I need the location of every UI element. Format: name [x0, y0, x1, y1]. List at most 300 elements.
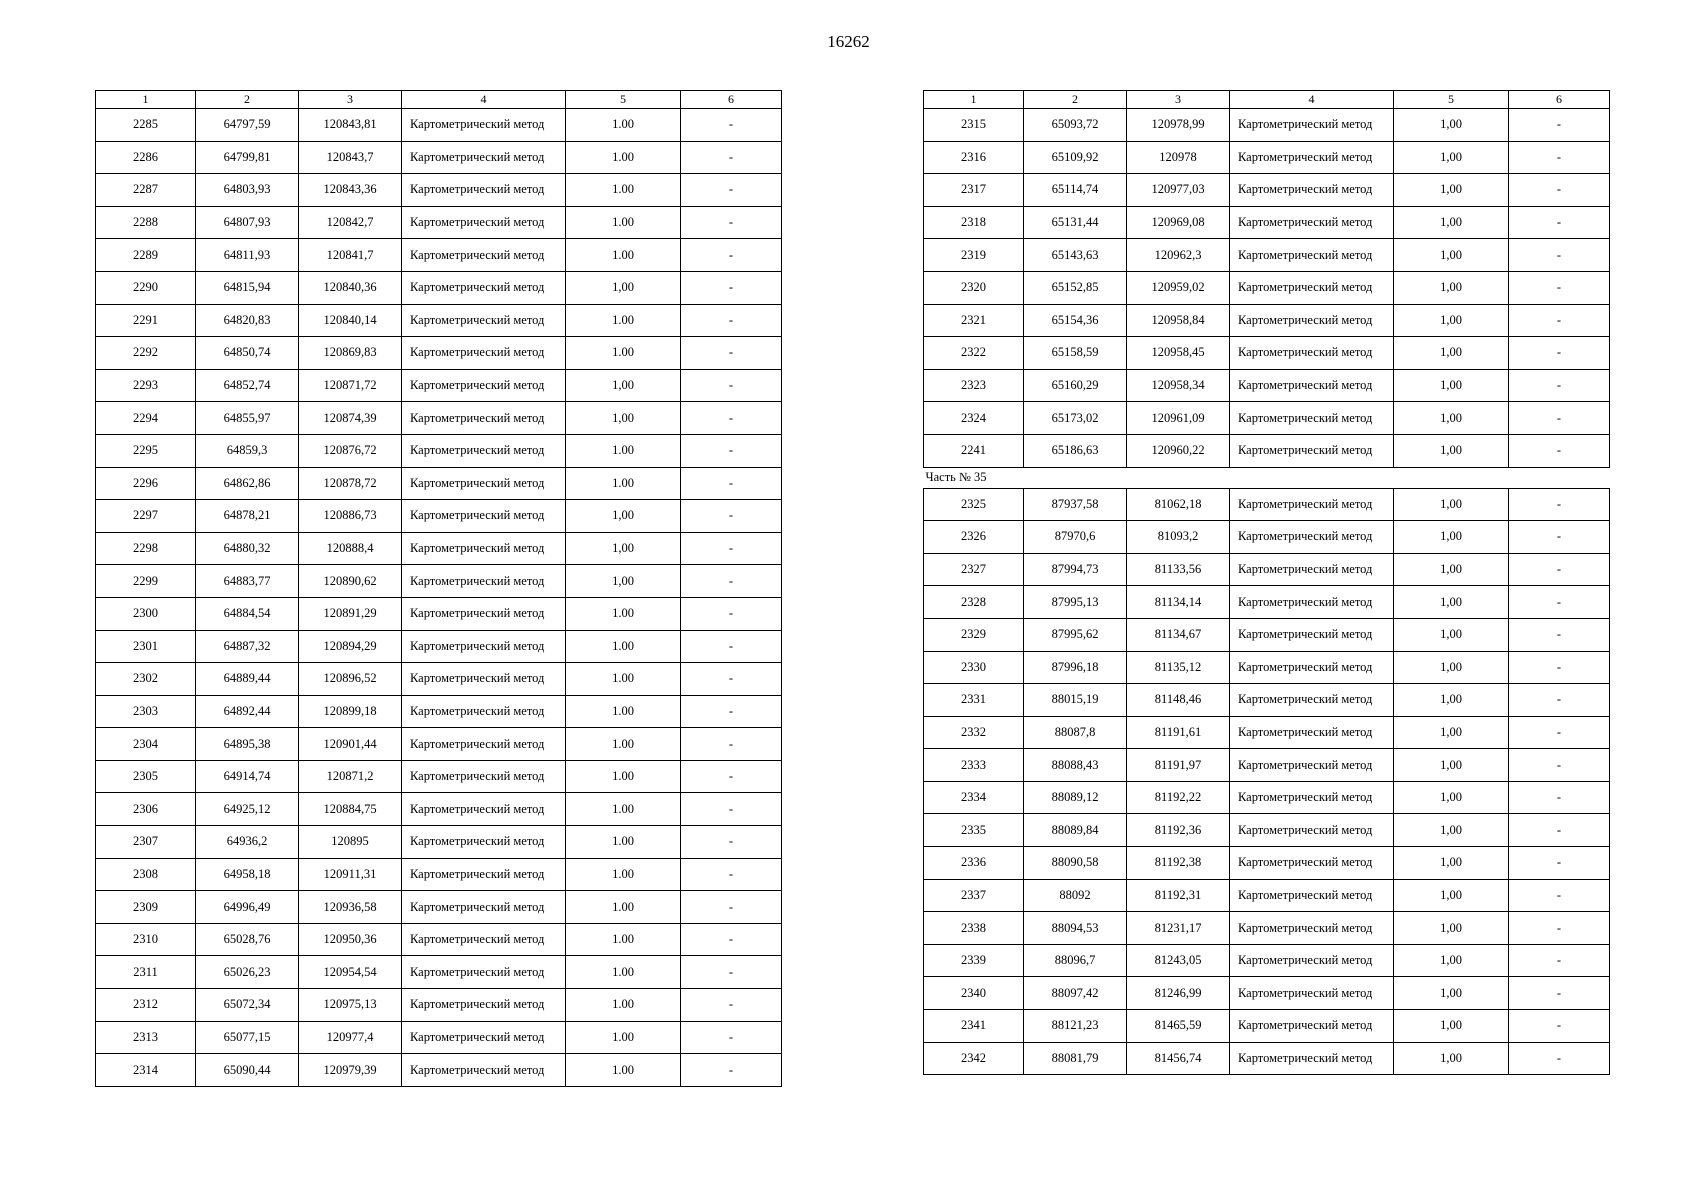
accuracy-cell: 1,00	[1394, 847, 1509, 880]
x-coordinate-cell: 64884,54	[196, 597, 299, 630]
point-number-cell: 2287	[96, 174, 196, 207]
accuracy-cell: 1.00	[566, 304, 681, 337]
method-cell: Картометрический метод	[402, 1021, 566, 1054]
method-cell: Картометрический метод	[1230, 944, 1394, 977]
point-number-cell: 2337	[924, 879, 1024, 912]
table-row	[96, 304, 782, 337]
method-cell: Картометрический метод	[402, 760, 566, 793]
method-cell: Картометрический метод	[1230, 553, 1394, 586]
description-cell: -	[681, 858, 782, 891]
point-number-cell: 2342	[924, 1042, 1024, 1075]
x-coordinate-cell: 64887,32	[196, 630, 299, 663]
point-number-cell: 2298	[96, 532, 196, 565]
table-row	[96, 989, 782, 1022]
method-cell: Картометрический метод	[1230, 847, 1394, 880]
table-row	[924, 206, 1610, 239]
x-coordinate-cell: 65114,74	[1024, 174, 1127, 207]
y-coordinate-cell: 120979,39	[299, 1054, 402, 1087]
point-number-cell: 2328	[924, 586, 1024, 619]
accuracy-cell: 1.00	[566, 826, 681, 859]
method-cell: Картометрический метод	[402, 532, 566, 565]
y-coordinate-cell: 120978,99	[1127, 109, 1230, 142]
x-coordinate-cell: 65093,72	[1024, 109, 1127, 142]
method-cell: Картометрический метод	[402, 434, 566, 467]
accuracy-cell: 1,00	[1394, 271, 1509, 304]
description-cell: -	[681, 141, 782, 174]
column-header-4: 4	[402, 91, 566, 109]
description-cell: -	[681, 793, 782, 826]
description-cell: -	[681, 109, 782, 142]
method-cell: Картометрический метод	[1230, 749, 1394, 782]
description-cell: -	[681, 728, 782, 761]
description-cell: -	[681, 760, 782, 793]
x-coordinate-cell: 64799,81	[196, 141, 299, 174]
accuracy-cell: 1,00	[566, 565, 681, 598]
x-coordinate-cell: 88015,19	[1024, 684, 1127, 717]
y-coordinate-cell: 81465,59	[1127, 1010, 1230, 1043]
point-number-cell: 2295	[96, 434, 196, 467]
y-coordinate-cell: 120891,29	[299, 597, 402, 630]
x-coordinate-cell: 87970,6	[1024, 521, 1127, 554]
method-cell: Картометрический метод	[1230, 434, 1394, 467]
method-cell: Картометрический метод	[402, 728, 566, 761]
method-cell: Картометрический метод	[402, 500, 566, 533]
x-coordinate-cell: 64852,74	[196, 369, 299, 402]
point-number-cell: 2241	[924, 434, 1024, 467]
method-cell: Картометрический метод	[1230, 1042, 1394, 1075]
description-cell: -	[681, 271, 782, 304]
table-row	[96, 923, 782, 956]
description-cell: -	[681, 467, 782, 500]
y-coordinate-cell: 120888,4	[299, 532, 402, 565]
column-header-2: 2	[1024, 91, 1127, 109]
point-number-cell: 2339	[924, 944, 1024, 977]
description-cell: -	[1509, 553, 1610, 586]
table-row	[924, 434, 1610, 467]
method-cell: Картометрический метод	[402, 206, 566, 239]
table-row	[96, 239, 782, 272]
column-header-5: 5	[566, 91, 681, 109]
x-coordinate-cell: 88081,79	[1024, 1042, 1127, 1075]
description-cell: -	[681, 434, 782, 467]
accuracy-cell: 1,00	[1394, 239, 1509, 272]
x-coordinate-cell: 64820,83	[196, 304, 299, 337]
method-cell: Картометрический метод	[1230, 716, 1394, 749]
description-cell: -	[1509, 781, 1610, 814]
column-header-4: 4	[1230, 91, 1394, 109]
accuracy-cell: 1,00	[1394, 814, 1509, 847]
x-coordinate-cell: 88121,23	[1024, 1010, 1127, 1043]
x-coordinate-cell: 64936,2	[196, 826, 299, 859]
table-row	[924, 174, 1610, 207]
accuracy-cell: 1.00	[566, 956, 681, 989]
header-row	[96, 91, 782, 109]
table-row	[924, 912, 1610, 945]
x-coordinate-cell: 88089,84	[1024, 814, 1127, 847]
point-number-cell: 2288	[96, 206, 196, 239]
table-row	[924, 402, 1610, 435]
table-row	[96, 337, 782, 370]
y-coordinate-cell: 120936,58	[299, 891, 402, 924]
accuracy-cell: 1.00	[566, 728, 681, 761]
description-cell: -	[1509, 271, 1610, 304]
y-coordinate-cell: 120961,09	[1127, 402, 1230, 435]
description-cell: -	[681, 891, 782, 924]
description-cell: -	[681, 239, 782, 272]
table-row	[96, 956, 782, 989]
x-coordinate-cell: 64850,74	[196, 337, 299, 370]
x-coordinate-cell: 65186,63	[1024, 434, 1127, 467]
header-row	[924, 91, 1610, 109]
description-cell: -	[681, 630, 782, 663]
description-cell: -	[681, 989, 782, 1022]
point-number-cell: 2329	[924, 618, 1024, 651]
description-cell: -	[1509, 206, 1610, 239]
method-cell: Картометрический метод	[402, 630, 566, 663]
point-number-cell: 2300	[96, 597, 196, 630]
accuracy-cell: 1,00	[1394, 1010, 1509, 1043]
x-coordinate-cell: 64880,32	[196, 532, 299, 565]
point-number-cell: 2320	[924, 271, 1024, 304]
point-number-cell: 2333	[924, 749, 1024, 782]
column-header-6: 6	[681, 91, 782, 109]
method-cell: Картометрический метод	[1230, 1010, 1394, 1043]
point-number-cell: 2326	[924, 521, 1024, 554]
method-cell: Картометрический метод	[1230, 618, 1394, 651]
point-number-cell: 2317	[924, 174, 1024, 207]
y-coordinate-cell: 120978	[1127, 141, 1230, 174]
accuracy-cell: 1,00	[1394, 304, 1509, 337]
table-row	[96, 728, 782, 761]
description-cell: -	[1509, 912, 1610, 945]
point-number-cell: 2321	[924, 304, 1024, 337]
y-coordinate-cell: 81135,12	[1127, 651, 1230, 684]
method-cell: Картометрический метод	[402, 467, 566, 500]
accuracy-cell: 1,00	[1394, 781, 1509, 814]
y-coordinate-cell: 120911,31	[299, 858, 402, 891]
accuracy-cell: 1.00	[566, 695, 681, 728]
method-cell: Картометрический метод	[402, 597, 566, 630]
description-cell: -	[1509, 586, 1610, 619]
table-row	[96, 141, 782, 174]
point-number-cell: 2307	[96, 826, 196, 859]
y-coordinate-cell: 120977,03	[1127, 174, 1230, 207]
table-row	[924, 141, 1610, 174]
table-row	[924, 618, 1610, 651]
accuracy-cell: 1,00	[1394, 1042, 1509, 1075]
x-coordinate-cell: 64883,77	[196, 565, 299, 598]
accuracy-cell: 1,00	[1394, 684, 1509, 717]
point-number-cell: 2335	[924, 814, 1024, 847]
method-cell: Картометрический метод	[402, 239, 566, 272]
accuracy-cell: 1.00	[566, 109, 681, 142]
description-cell: -	[681, 337, 782, 370]
y-coordinate-cell: 81134,14	[1127, 586, 1230, 619]
accuracy-cell: 1.00	[566, 467, 681, 500]
method-cell: Картометрический метод	[1230, 651, 1394, 684]
y-coordinate-cell: 120843,7	[299, 141, 402, 174]
method-cell: Картометрический метод	[1230, 271, 1394, 304]
y-coordinate-cell: 120895	[299, 826, 402, 859]
point-number-cell: 2336	[924, 847, 1024, 880]
description-cell: -	[681, 1021, 782, 1054]
x-coordinate-cell: 88090,58	[1024, 847, 1127, 880]
x-coordinate-cell: 64807,93	[196, 206, 299, 239]
y-coordinate-cell: 120969,08	[1127, 206, 1230, 239]
point-number-cell: 2334	[924, 781, 1024, 814]
accuracy-cell: 1.00	[566, 434, 681, 467]
column-header-5: 5	[1394, 91, 1509, 109]
x-coordinate-cell: 64811,93	[196, 239, 299, 272]
point-number-cell: 2308	[96, 858, 196, 891]
y-coordinate-cell: 120890,62	[299, 565, 402, 598]
method-cell: Картометрический метод	[402, 565, 566, 598]
y-coordinate-cell: 120901,44	[299, 728, 402, 761]
x-coordinate-cell: 64859,3	[196, 434, 299, 467]
description-cell: -	[1509, 651, 1610, 684]
table-row	[924, 684, 1610, 717]
accuracy-cell: 1,00	[1394, 141, 1509, 174]
method-cell: Картометрический метод	[402, 858, 566, 891]
x-coordinate-cell: 65173,02	[1024, 402, 1127, 435]
accuracy-cell: 1,00	[566, 369, 681, 402]
description-cell: -	[681, 174, 782, 207]
point-number-cell: 2325	[924, 488, 1024, 521]
method-cell: Картометрический метод	[402, 989, 566, 1022]
point-number-cell: 2299	[96, 565, 196, 598]
point-number-cell: 2309	[96, 891, 196, 924]
point-number-cell: 2293	[96, 369, 196, 402]
table-row	[96, 271, 782, 304]
method-cell: Картометрический метод	[1230, 402, 1394, 435]
point-number-cell: 2327	[924, 553, 1024, 586]
method-cell: Картометрический метод	[1230, 174, 1394, 207]
x-coordinate-cell: 64895,38	[196, 728, 299, 761]
description-cell: -	[681, 304, 782, 337]
accuracy-cell: 1,00	[1394, 337, 1509, 370]
description-cell: -	[1509, 618, 1610, 651]
description-cell: -	[681, 369, 782, 402]
column-header-3: 3	[1127, 91, 1230, 109]
y-coordinate-cell: 81243,05	[1127, 944, 1230, 977]
table-row	[924, 847, 1610, 880]
method-cell: Картометрический метод	[1230, 141, 1394, 174]
y-coordinate-cell: 120886,73	[299, 500, 402, 533]
table-row	[924, 271, 1610, 304]
x-coordinate-cell: 64862,86	[196, 467, 299, 500]
point-number-cell: 2303	[96, 695, 196, 728]
accuracy-cell: 1,00	[1394, 434, 1509, 467]
coordinates-table-right	[923, 90, 1610, 1075]
point-number-cell: 2316	[924, 141, 1024, 174]
accuracy-cell: 1,00	[1394, 944, 1509, 977]
y-coordinate-cell: 120958,34	[1127, 369, 1230, 402]
method-cell: Картометрический метод	[402, 695, 566, 728]
description-cell: -	[681, 923, 782, 956]
point-number-cell: 2330	[924, 651, 1024, 684]
table-row	[96, 369, 782, 402]
table-row	[924, 553, 1610, 586]
table-row	[96, 826, 782, 859]
page-number: 16262	[827, 32, 870, 51]
table-row	[96, 1054, 782, 1087]
description-cell: -	[1509, 488, 1610, 521]
x-coordinate-cell: 64889,44	[196, 663, 299, 696]
table-row	[96, 891, 782, 924]
y-coordinate-cell: 81093,2	[1127, 521, 1230, 554]
method-cell: Картометрический метод	[1230, 239, 1394, 272]
x-coordinate-cell: 64958,18	[196, 858, 299, 891]
description-cell: -	[1509, 141, 1610, 174]
x-coordinate-cell: 88087,8	[1024, 716, 1127, 749]
column-header-6: 6	[1509, 91, 1610, 109]
y-coordinate-cell: 81134,67	[1127, 618, 1230, 651]
method-cell: Картометрический метод	[402, 109, 566, 142]
x-coordinate-cell: 88096,7	[1024, 944, 1127, 977]
description-cell: -	[1509, 944, 1610, 977]
accuracy-cell: 1,00	[1394, 749, 1509, 782]
accuracy-cell: 1,00	[1394, 174, 1509, 207]
description-cell: -	[681, 500, 782, 533]
method-cell: Картометрический метод	[1230, 304, 1394, 337]
x-coordinate-cell: 87995,62	[1024, 618, 1127, 651]
x-coordinate-cell: 65154,36	[1024, 304, 1127, 337]
accuracy-cell: 1.00	[566, 923, 681, 956]
description-cell: -	[1509, 977, 1610, 1010]
method-cell: Картометрический метод	[1230, 684, 1394, 717]
point-number-cell: 2332	[924, 716, 1024, 749]
table-row	[924, 716, 1610, 749]
description-cell: -	[1509, 814, 1610, 847]
point-number-cell: 2305	[96, 760, 196, 793]
method-cell: Картометрический метод	[1230, 912, 1394, 945]
y-coordinate-cell: 120896,52	[299, 663, 402, 696]
point-number-cell: 2289	[96, 239, 196, 272]
accuracy-cell: 1.00	[566, 760, 681, 793]
method-cell: Картометрический метод	[402, 271, 566, 304]
method-cell: Картометрический метод	[1230, 109, 1394, 142]
point-number-cell: 2341	[924, 1010, 1024, 1043]
accuracy-cell: 1,00	[1394, 521, 1509, 554]
table-row	[924, 1042, 1610, 1075]
x-coordinate-cell: 65158,59	[1024, 337, 1127, 370]
accuracy-cell: 1.00	[566, 793, 681, 826]
method-cell: Картометрический метод	[402, 826, 566, 859]
method-cell: Картометрический метод	[402, 141, 566, 174]
y-coordinate-cell: 81062,18	[1127, 488, 1230, 521]
table-row	[96, 565, 782, 598]
point-number-cell: 2313	[96, 1021, 196, 1054]
method-cell: Картометрический метод	[1230, 977, 1394, 1010]
table-row	[96, 402, 782, 435]
description-cell: -	[1509, 749, 1610, 782]
point-number-cell: 2340	[924, 977, 1024, 1010]
y-coordinate-cell: 120842,7	[299, 206, 402, 239]
table-row	[96, 858, 782, 891]
point-number-cell: 2292	[96, 337, 196, 370]
accuracy-cell: 1.00	[566, 174, 681, 207]
method-cell: Картометрический метод	[402, 337, 566, 370]
accuracy-cell: 1,00	[1394, 977, 1509, 1010]
description-cell: -	[681, 956, 782, 989]
description-cell: -	[1509, 239, 1610, 272]
accuracy-cell: 1.00	[566, 630, 681, 663]
x-coordinate-cell: 65077,15	[196, 1021, 299, 1054]
y-coordinate-cell: 120840,14	[299, 304, 402, 337]
method-cell: Картометрический метод	[402, 1054, 566, 1087]
y-coordinate-cell: 81191,61	[1127, 716, 1230, 749]
accuracy-cell: 1,00	[1394, 109, 1509, 142]
y-coordinate-cell: 120958,45	[1127, 337, 1230, 370]
y-coordinate-cell: 81456,74	[1127, 1042, 1230, 1075]
point-number-cell: 2296	[96, 467, 196, 500]
description-cell: -	[681, 695, 782, 728]
y-coordinate-cell: 120950,36	[299, 923, 402, 956]
description-cell: -	[1509, 847, 1610, 880]
table-row	[924, 109, 1610, 142]
description-cell: -	[681, 826, 782, 859]
x-coordinate-cell: 87996,18	[1024, 651, 1127, 684]
description-cell: -	[1509, 1042, 1610, 1075]
point-number-cell: 2310	[96, 923, 196, 956]
point-number-cell: 2322	[924, 337, 1024, 370]
y-coordinate-cell: 120894,29	[299, 630, 402, 663]
y-coordinate-cell: 120871,72	[299, 369, 402, 402]
method-cell: Картометрический метод	[1230, 521, 1394, 554]
description-cell: -	[1509, 684, 1610, 717]
y-coordinate-cell: 120869,83	[299, 337, 402, 370]
table-row	[96, 467, 782, 500]
y-coordinate-cell: 120878,72	[299, 467, 402, 500]
x-coordinate-cell: 65143,63	[1024, 239, 1127, 272]
table-row	[924, 304, 1610, 337]
x-coordinate-cell: 65072,34	[196, 989, 299, 1022]
table-row	[96, 1021, 782, 1054]
point-number-cell: 2294	[96, 402, 196, 435]
y-coordinate-cell: 120871,2	[299, 760, 402, 793]
method-cell: Картометрический метод	[402, 793, 566, 826]
table-row	[96, 206, 782, 239]
point-number-cell: 2304	[96, 728, 196, 761]
x-coordinate-cell: 64803,93	[196, 174, 299, 207]
y-coordinate-cell: 120958,84	[1127, 304, 1230, 337]
table-row	[924, 488, 1610, 521]
y-coordinate-cell: 81192,38	[1127, 847, 1230, 880]
description-cell: -	[681, 402, 782, 435]
accuracy-cell: 1.00	[566, 597, 681, 630]
y-coordinate-cell: 81133,56	[1127, 553, 1230, 586]
table-row	[924, 814, 1610, 847]
method-cell: Картометрический метод	[402, 923, 566, 956]
y-coordinate-cell: 81231,17	[1127, 912, 1230, 945]
y-coordinate-cell: 81192,31	[1127, 879, 1230, 912]
accuracy-cell: 1,00	[1394, 618, 1509, 651]
accuracy-cell: 1,00	[1394, 402, 1509, 435]
point-number-cell: 2290	[96, 271, 196, 304]
description-cell: -	[1509, 402, 1610, 435]
method-cell: Картометрический метод	[402, 891, 566, 924]
accuracy-cell: 1,00	[566, 500, 681, 533]
point-number-cell: 2338	[924, 912, 1024, 945]
y-coordinate-cell: 120977,4	[299, 1021, 402, 1054]
table-row	[96, 760, 782, 793]
description-cell: -	[1509, 174, 1610, 207]
accuracy-cell: 1.00	[566, 891, 681, 924]
y-coordinate-cell: 120954,54	[299, 956, 402, 989]
point-number-cell: 2306	[96, 793, 196, 826]
method-cell: Картометрический метод	[1230, 337, 1394, 370]
description-cell: -	[681, 206, 782, 239]
